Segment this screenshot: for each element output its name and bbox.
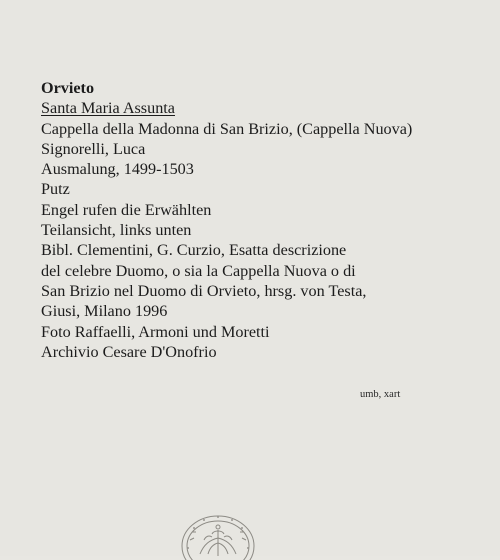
library-stamp-icon (178, 510, 258, 560)
photo-credit: Foto Raffaelli, Armoni und Moretti (41, 322, 270, 341)
bibliography-line: del celebre Duomo, o sia la Cappella Nuova o di (41, 261, 356, 280)
artist-name: Signorelli, Luca (41, 139, 146, 158)
card-text (41, 78, 441, 362)
bibliography-line: San Brizio nel Duomo di Orvieto, hrsg. von Testa, (41, 281, 367, 300)
technique: Putz (41, 180, 70, 199)
archive-name: Archivio Cesare D'Onofrio (41, 342, 217, 361)
bibliography-line: Giusi, Milano 1996 (41, 302, 168, 321)
detail-view: Teilansicht, links unten (41, 221, 192, 240)
building-name: Santa Maria Assunta (41, 99, 175, 118)
chapel-location: Cappella della Madonna di San Brizio, (Cappella Nuova) (41, 119, 413, 138)
place-title: Orvieto (41, 79, 95, 97)
subject-title: Engel rufen die Erwählten (41, 200, 212, 219)
bibliography-line: Bibl. Clementini, G. Curzio, Esatta descrizione (41, 241, 347, 260)
category-codes: umb, xart (360, 389, 401, 400)
work-dates: Ausmalung, 1499-1503 (41, 160, 194, 179)
